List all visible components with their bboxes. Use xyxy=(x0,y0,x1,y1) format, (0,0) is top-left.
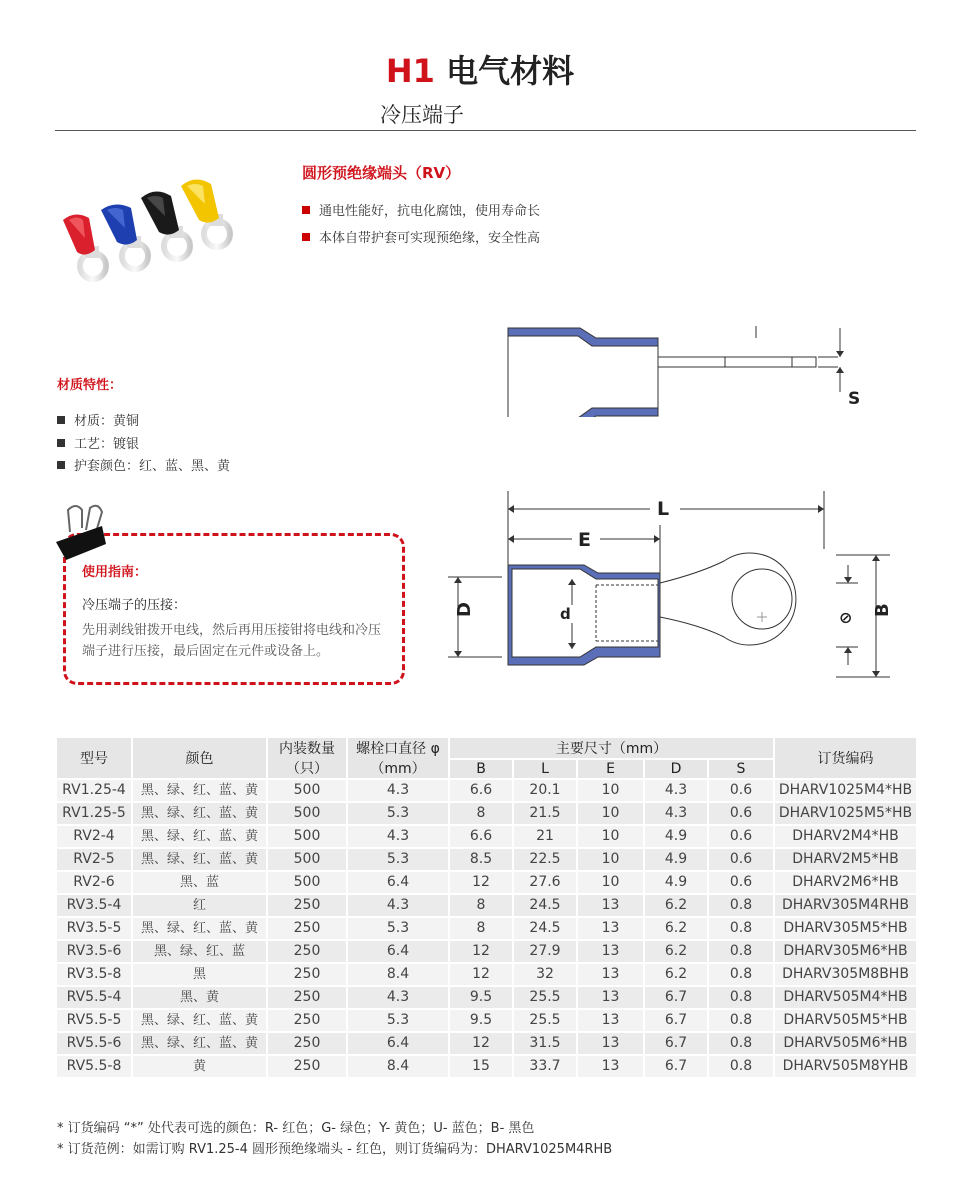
table-cell: 500 xyxy=(267,871,347,894)
header-divider xyxy=(55,130,916,131)
table-row xyxy=(56,779,917,802)
table-cell: DHARV2M4*HB xyxy=(774,825,917,848)
bullet-icon xyxy=(57,416,65,424)
table-cell: 0.8 xyxy=(708,963,774,986)
table-cell: 500 xyxy=(267,779,347,802)
title-text: 电气材料 xyxy=(446,52,575,90)
terminal-blue xyxy=(101,204,148,269)
table-cell: 6.7 xyxy=(644,1032,708,1055)
table-row xyxy=(56,894,917,917)
table-cell: 24.5 xyxy=(513,894,577,917)
table-cell: 21 xyxy=(513,825,577,848)
title-prefix: H1 xyxy=(385,52,435,90)
dim-small-d-label: d xyxy=(560,605,571,623)
table-cell: 8.5 xyxy=(449,848,513,871)
table-cell: 10 xyxy=(577,779,644,802)
table-cell: DHARV1025M4*HB xyxy=(774,779,917,802)
table-row xyxy=(56,940,917,963)
table-cell: 黑、绿、红、蓝 xyxy=(132,940,267,963)
table-cell: 6.2 xyxy=(644,917,708,940)
th-model: 型号 xyxy=(56,737,132,779)
table-cell: 6.7 xyxy=(644,1055,708,1078)
table-cell: RV5.5-5 xyxy=(56,1009,132,1032)
table-cell: 4.9 xyxy=(644,871,708,894)
table-cell: RV5.5-4 xyxy=(56,986,132,1009)
table-row xyxy=(56,848,917,871)
table-cell: 8.4 xyxy=(347,963,449,986)
th-d: D xyxy=(644,759,708,779)
table-cell: 6.2 xyxy=(644,894,708,917)
table-cell: 13 xyxy=(577,1032,644,1055)
spec-table-body xyxy=(56,779,917,1078)
th-qty: 内装数量 （只） xyxy=(267,737,347,779)
table-cell: DHARV305M5*HB xyxy=(774,917,917,940)
bullet-icon xyxy=(302,206,310,214)
table-cell: DHARV505M8YHB xyxy=(774,1055,917,1078)
table-cell: 0.8 xyxy=(708,917,774,940)
table-cell: 10 xyxy=(577,871,644,894)
table-cell: 9.5 xyxy=(449,1009,513,1032)
terminal-red xyxy=(63,214,106,279)
material-item: 工艺：镀银 xyxy=(57,433,139,452)
table-cell: 250 xyxy=(267,894,347,917)
table-cell: 13 xyxy=(577,894,644,917)
table-cell: DHARV1025M5*HB xyxy=(774,802,917,825)
table-cell: 0.6 xyxy=(708,825,774,848)
feature-item: 通电性能好，抗电化腐蚀，使用寿命长 xyxy=(302,200,540,219)
dim-s-label: S xyxy=(848,389,861,409)
th-s: S xyxy=(708,759,774,779)
binder-clip-icon xyxy=(52,502,108,562)
top-view-diagram xyxy=(440,487,900,687)
table-cell: 红 xyxy=(132,894,267,917)
table-cell: RV1.25-5 xyxy=(56,802,132,825)
table-row xyxy=(56,963,917,986)
table-row xyxy=(56,871,917,894)
note-color-code: * 订货编码 “*” 处代表可选的颜色：R- 红色；G- 绿色；Y- 黄色；U- 蓝色；B- 黑色 xyxy=(57,1121,535,1136)
guide-subtitle: 冷压端子的压接： xyxy=(82,598,187,613)
table-cell: RV3.5-5 xyxy=(56,917,132,940)
table-cell: 6.7 xyxy=(644,1009,708,1032)
table-cell: RV2-6 xyxy=(56,871,132,894)
table-cell: 10 xyxy=(577,802,644,825)
table-cell: 黑 xyxy=(132,963,267,986)
dim-d-label: D xyxy=(454,602,475,617)
table-cell: 6.7 xyxy=(644,986,708,1009)
table-cell: 4.3 xyxy=(644,802,708,825)
table-cell: 12 xyxy=(449,963,513,986)
table-cell: 黑、绿、红、蓝、黄 xyxy=(132,802,267,825)
table-cell: 6.6 xyxy=(449,825,513,848)
table-cell: RV2-5 xyxy=(56,848,132,871)
table-cell: 13 xyxy=(577,986,644,1009)
table-cell: 4.9 xyxy=(644,825,708,848)
dim-l-label: L xyxy=(657,498,670,520)
table-row xyxy=(56,825,917,848)
table-cell: 13 xyxy=(577,1009,644,1032)
table-cell: 黑、绿、红、蓝、黄 xyxy=(132,1032,267,1055)
note-order-example: * 订货范例：如需订购 RV1.25-4 圆形预绝缘端头 - 红色，则订货编码为：DHARV1025M4RHB xyxy=(57,1142,613,1157)
table-cell: DHARV305M8BHB xyxy=(774,963,917,986)
table-cell: 黄 xyxy=(132,1055,267,1078)
table-cell: DHARV305M4RHB xyxy=(774,894,917,917)
table-cell: 黑、黄 xyxy=(132,986,267,1009)
table-cell: 27.6 xyxy=(513,871,577,894)
table-cell: 24.5 xyxy=(513,917,577,940)
dim-phi-label: ⊘ xyxy=(839,608,853,627)
table-cell: 4.3 xyxy=(644,779,708,802)
table-cell: 5.3 xyxy=(347,848,449,871)
table-row xyxy=(56,1055,917,1078)
table-cell: 9.5 xyxy=(449,986,513,1009)
table-cell: 5.3 xyxy=(347,917,449,940)
table-cell: 22.5 xyxy=(513,848,577,871)
table-row xyxy=(56,1009,917,1032)
table-cell: 5.3 xyxy=(347,802,449,825)
dim-b-label: B xyxy=(872,603,893,617)
table-cell: 8 xyxy=(449,802,513,825)
table-cell: 12 xyxy=(449,1032,513,1055)
table-cell: 6.4 xyxy=(347,940,449,963)
table-cell: 6.2 xyxy=(644,963,708,986)
table-cell: 33.7 xyxy=(513,1055,577,1078)
table-cell: RV2-4 xyxy=(56,825,132,848)
table-cell: 250 xyxy=(267,1055,347,1078)
feature-item: 本体自带护套可实现预绝缘，安全性高 xyxy=(302,227,540,246)
bullet-icon xyxy=(302,233,310,241)
table-cell: 4.3 xyxy=(347,825,449,848)
table-cell: 8 xyxy=(449,894,513,917)
th-order: 订货编码 xyxy=(774,737,917,779)
table-cell: 500 xyxy=(267,848,347,871)
th-b: B xyxy=(449,759,513,779)
table-cell: 250 xyxy=(267,986,347,1009)
guide-title: 使用指南： xyxy=(82,565,148,580)
table-cell: 0.6 xyxy=(708,871,774,894)
table-cell: 13 xyxy=(577,1055,644,1078)
page-subtitle: 冷压端子 xyxy=(380,103,464,127)
material-item: 护套颜色：红、蓝、黑、黄 xyxy=(57,455,230,474)
table-cell: 4.3 xyxy=(347,779,449,802)
table-cell: DHARV505M6*HB xyxy=(774,1032,917,1055)
table-row xyxy=(56,802,917,825)
table-cell: 0.6 xyxy=(708,802,774,825)
table-cell: 25.5 xyxy=(513,986,577,1009)
table-cell: RV5.5-6 xyxy=(56,1032,132,1055)
table-row xyxy=(56,986,917,1009)
table-cell: 8 xyxy=(449,917,513,940)
table-cell: 12 xyxy=(449,871,513,894)
product-title: 圆形预绝缘端头（RV） xyxy=(302,164,461,182)
table-cell: 0.8 xyxy=(708,1032,774,1055)
table-cell: 15 xyxy=(449,1055,513,1078)
side-view-diagram xyxy=(500,322,870,417)
table-cell: 0.8 xyxy=(708,894,774,917)
table-cell: 黑、绿、红、蓝、黄 xyxy=(132,848,267,871)
material-item: 材质：黄铜 xyxy=(57,410,139,429)
page-title xyxy=(0,46,960,92)
spec-table xyxy=(55,736,918,1079)
table-cell: 6.6 xyxy=(449,779,513,802)
table-row xyxy=(56,917,917,940)
table-cell: RV1.25-4 xyxy=(56,779,132,802)
table-cell: 6.4 xyxy=(347,871,449,894)
table-cell: 13 xyxy=(577,963,644,986)
table-cell: DHARV505M4*HB xyxy=(774,986,917,1009)
table-cell: 13 xyxy=(577,940,644,963)
table-cell: 0.6 xyxy=(708,848,774,871)
bullet-icon xyxy=(57,461,65,469)
table-cell: 4.3 xyxy=(347,986,449,1009)
table-cell: 31.5 xyxy=(513,1032,577,1055)
table-cell: 5.3 xyxy=(347,1009,449,1032)
table-cell: 6.2 xyxy=(644,940,708,963)
table-cell: RV3.5-4 xyxy=(56,894,132,917)
table-cell: 250 xyxy=(267,917,347,940)
table-cell: DHARV505M5*HB xyxy=(774,1009,917,1032)
table-cell: 黑、绿、红、蓝、黄 xyxy=(132,779,267,802)
table-cell: 黑、绿、红、蓝、黄 xyxy=(132,917,267,940)
th-bolt: 螺栓口直径 φ （mm） xyxy=(347,737,449,779)
table-cell: 27.9 xyxy=(513,940,577,963)
table-cell: DHARV2M5*HB xyxy=(774,848,917,871)
table-cell: 250 xyxy=(267,963,347,986)
table-cell: 10 xyxy=(577,848,644,871)
table-cell: 0.8 xyxy=(708,940,774,963)
table-cell: 12 xyxy=(449,940,513,963)
table-cell: 4.9 xyxy=(644,848,708,871)
table-cell: 4.3 xyxy=(347,894,449,917)
table-cell: 8.4 xyxy=(347,1055,449,1078)
table-row xyxy=(56,1032,917,1055)
table-cell: 6.4 xyxy=(347,1032,449,1055)
table-cell: RV5.5-8 xyxy=(56,1055,132,1078)
dim-e-label: E xyxy=(578,529,591,551)
table-cell: RV3.5-6 xyxy=(56,940,132,963)
table-cell: 0.8 xyxy=(708,986,774,1009)
table-cell: 10 xyxy=(577,825,644,848)
table-cell: 20.1 xyxy=(513,779,577,802)
table-cell: 13 xyxy=(577,917,644,940)
table-cell: 32 xyxy=(513,963,577,986)
product-photo xyxy=(55,168,255,288)
table-cell: 21.5 xyxy=(513,802,577,825)
table-cell: 黑、绿、红、蓝、黄 xyxy=(132,1009,267,1032)
table-cell: 250 xyxy=(267,1032,347,1055)
bullet-icon xyxy=(57,439,65,447)
table-cell: DHARV2M6*HB xyxy=(774,871,917,894)
table-cell: 25.5 xyxy=(513,1009,577,1032)
table-cell: RV3.5-8 xyxy=(56,963,132,986)
table-cell: 0.8 xyxy=(708,1009,774,1032)
table-cell: 500 xyxy=(267,825,347,848)
material-title: 材质特性： xyxy=(57,378,123,393)
th-e: E xyxy=(577,759,644,779)
guide-body: 先用剥线钳拨开电线，然后再用压接钳将电线和冷压端子进行压接，最后固定在元件或设备上。 xyxy=(82,623,382,659)
table-cell: 250 xyxy=(267,1009,347,1032)
th-dims: 主要尺寸（mm） xyxy=(449,737,774,759)
table-cell: 黑、绿、红、蓝、黄 xyxy=(132,825,267,848)
th-color: 颜色 xyxy=(132,737,267,779)
table-cell: 500 xyxy=(267,802,347,825)
table-cell: 0.6 xyxy=(708,779,774,802)
table-cell: 250 xyxy=(267,940,347,963)
table-cell: 0.8 xyxy=(708,1055,774,1078)
table-cell: DHARV305M6*HB xyxy=(774,940,917,963)
th-l: L xyxy=(513,759,577,779)
table-cell: 黑、蓝 xyxy=(132,871,267,894)
